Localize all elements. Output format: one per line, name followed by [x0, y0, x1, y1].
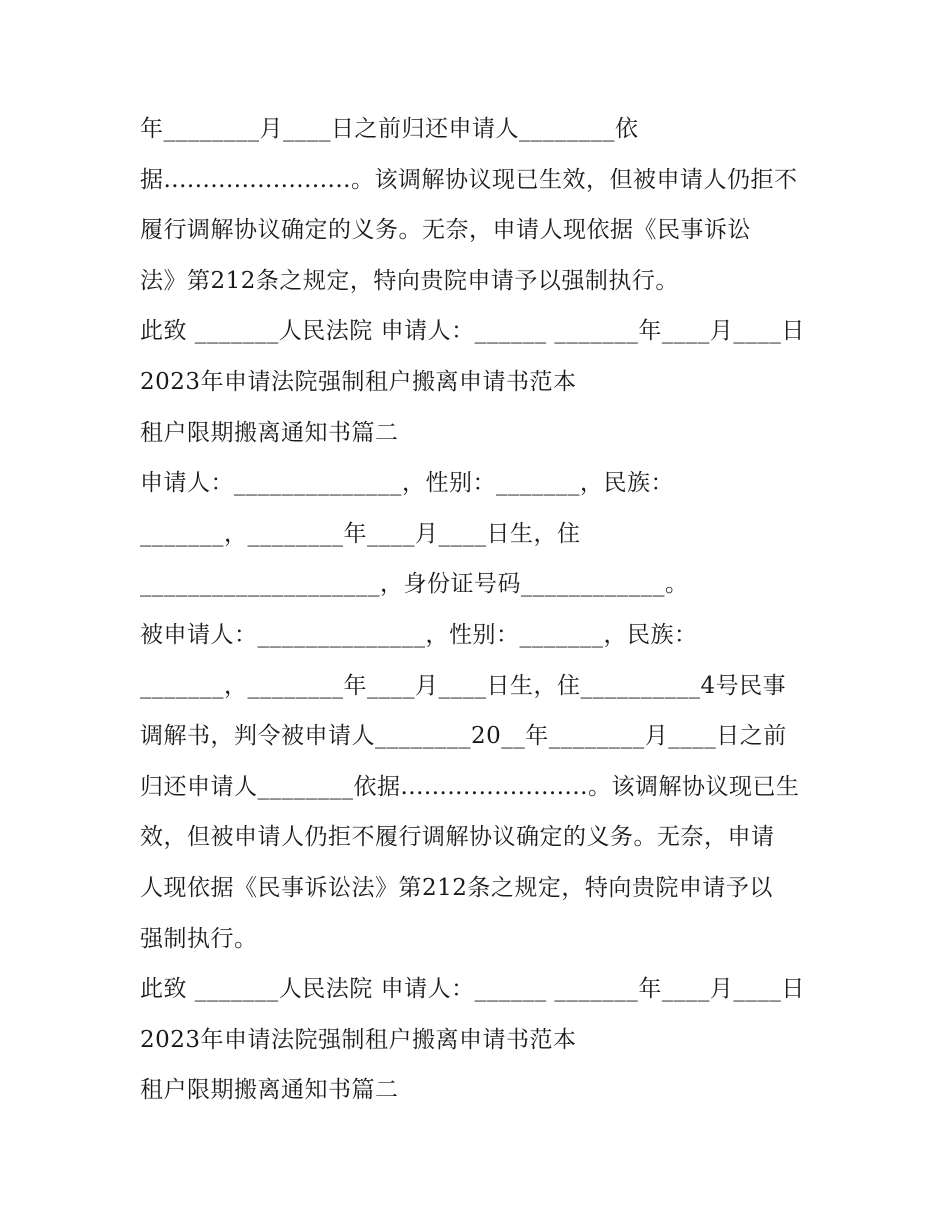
text-line: 租户限期搬离通知书篇二 [140, 419, 399, 446]
text-line: _______，________年____月____日生，住 [140, 520, 581, 547]
text-line: 年________月____日之前归还申请人________依 [140, 116, 639, 142]
text-line: 据........................。该调解协议现已生效，但被申请人仍拒不 [140, 166, 798, 193]
text-line: 2023年申请法院强制租户搬离申请书范本 [140, 368, 577, 395]
text-line: 法》第212条之规定，特向贵院申请予以强制执行。 [140, 267, 679, 294]
text-line: 此致 _______人民法院 申请人：______ _______年____月____日 [140, 318, 805, 345]
text-line: 调解书，判令被申请人________20__年________月____日之前 [140, 723, 787, 750]
text-line: 被申请人：______________，性别：_______，民族： [140, 621, 698, 648]
text-line: 履行调解协议确定的义务。无奈，申请人现依据《民事诉讼 [140, 217, 751, 244]
text-line: 归还申请人________依据........................。该调解协议现已生 [140, 773, 800, 800]
text-line: 人现依据《民事诉讼法》第212条之规定，特向贵院申请予以 [140, 874, 773, 901]
text-line: 效，但被申请人仍拒不履行调解协议确定的义务。无奈，申请 [140, 824, 775, 851]
text-line: 2023年申请法院强制租户搬离申请书范本 [140, 1026, 577, 1053]
text-line: 强制执行。 [140, 925, 258, 952]
text-line: _______，________年____月____日生，住__________4号民事 [140, 672, 787, 699]
text-line: 申请人：______________，性别：_______，民族： [140, 470, 674, 497]
document-body [140, 104, 820, 1116]
text-line: 此致 _______人民法院 申请人：______ _______年____月____日 [140, 976, 805, 1003]
text-line: 租户限期搬离通知书篇二 [140, 1077, 399, 1104]
text-line: ____________________，身份证号码____________。 [140, 571, 689, 598]
